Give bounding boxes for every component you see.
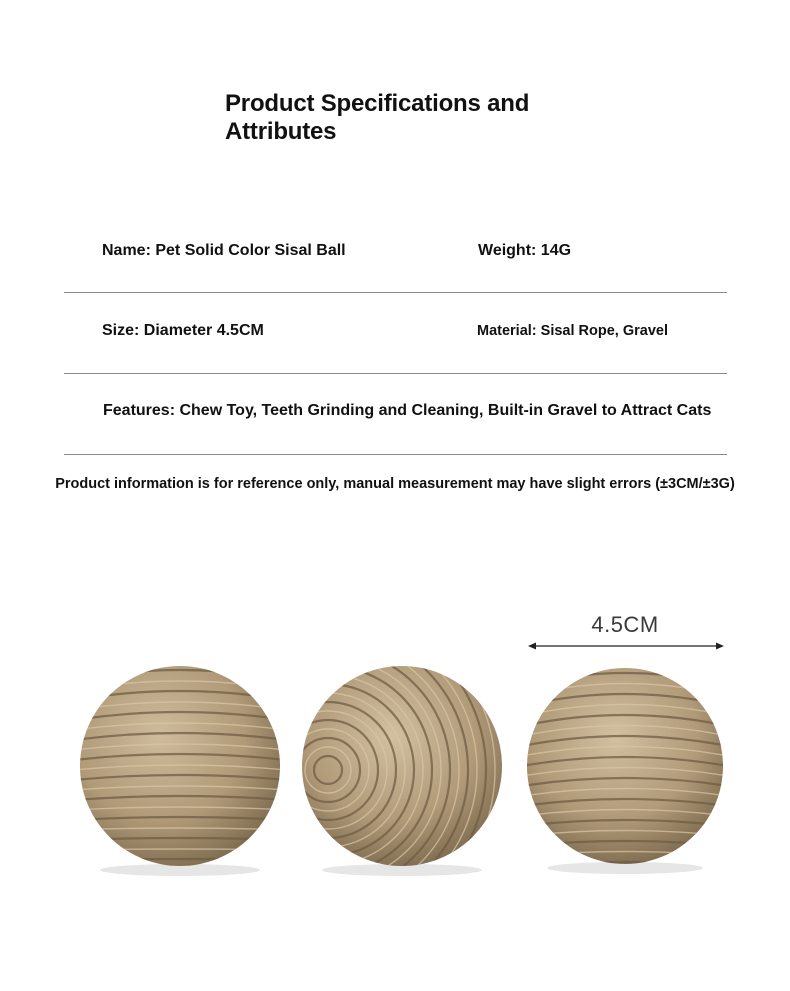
sisal-ball-3 [522, 662, 728, 878]
dimension-arrow-icon [527, 640, 725, 652]
sisal-ball-1 [74, 660, 286, 880]
spec-material: Material: Sisal Rope, Gravel [477, 323, 668, 339]
spec-features: Features: Chew Toy, Teeth Grinding and Cleaning, Built-in Gravel to Attract Cats [103, 402, 712, 419]
spec-size: Size: Diameter 4.5CM [102, 322, 264, 339]
spec-name: Name: Pet Solid Color Sisal Ball [102, 242, 346, 259]
disclaimer-note: Product information is for reference only, manual measurement may have slight errors (±3CM/±3G) [55, 476, 735, 492]
divider-1 [64, 292, 727, 293]
divider-3 [64, 454, 727, 455]
sisal-ball-2 [298, 660, 508, 880]
spec-weight: Weight: 14G [478, 242, 572, 259]
dimension-label: 4.5CM [591, 612, 659, 637]
page-title: Product Specifications and Attributes [225, 90, 530, 145]
divider-2 [64, 373, 727, 374]
